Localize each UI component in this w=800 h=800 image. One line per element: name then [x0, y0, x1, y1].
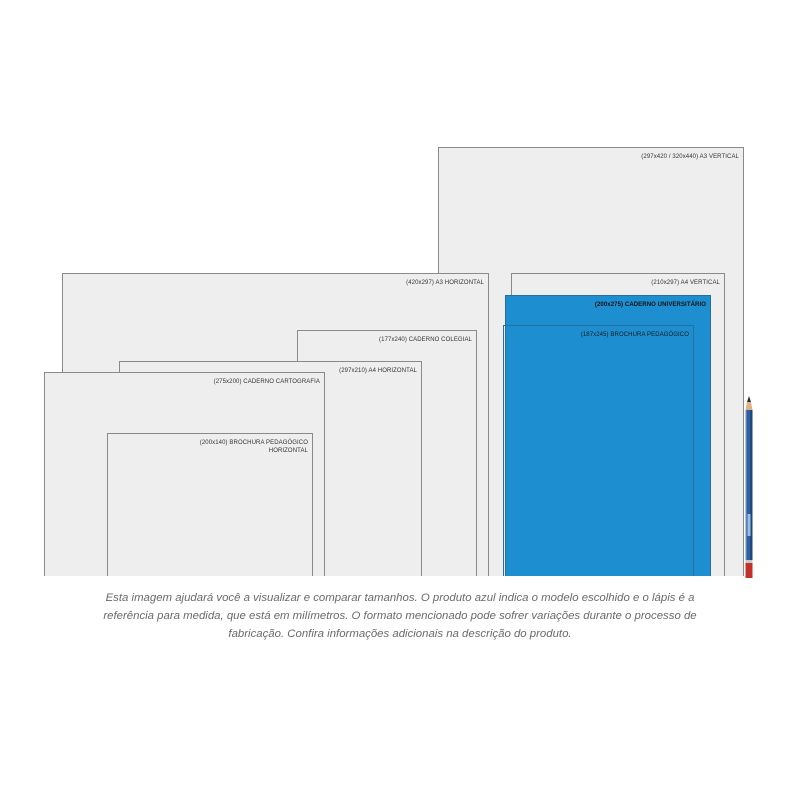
- sheet-label: (297x210) A4 HORIZONTAL: [339, 368, 417, 374]
- sheet-label: (187x245) BROCHURA PEDAGÓGICO: [580, 332, 689, 338]
- sheet-label-line-1: (200x140) BROCHURA PEDAGÓGICO: [199, 440, 308, 446]
- sheet-label: (210x297) A4 VERTICAL: [651, 280, 720, 286]
- caption-text: Esta imagem ajudará você a visualizar e comparar tamanhos. O produto azul indica o modelo escolhido e o lápis é a referência para medida, que está em milímetros. O formato mencionado pode sofrer variações durante o processo de fabricação. Confira informações adicionais na descrição do produto.: [103, 592, 697, 640]
- sheet-label-line-2: HORIZONTAL: [268, 448, 308, 454]
- sheet-label: (297x420 / 320x440) A3 VERTICAL: [641, 154, 739, 160]
- sheet-label: (177x240) CADERNO COLEGIAL: [379, 337, 472, 343]
- sheet-label: (200x275) CADERNO UNIVERSITÁRIO: [594, 302, 706, 308]
- sheet-label: (420x297) A3 HORIZONTAL: [406, 280, 484, 286]
- sheet-label: (275x200) CADERNO CARTOGRAFIA: [213, 379, 320, 385]
- pencil-icon: [744, 396, 754, 578]
- sheet-brochura-pedagogico: [503, 325, 694, 576]
- sheet-label: [200, 439, 308, 455]
- sheet-brochura-horizontal: [107, 433, 313, 576]
